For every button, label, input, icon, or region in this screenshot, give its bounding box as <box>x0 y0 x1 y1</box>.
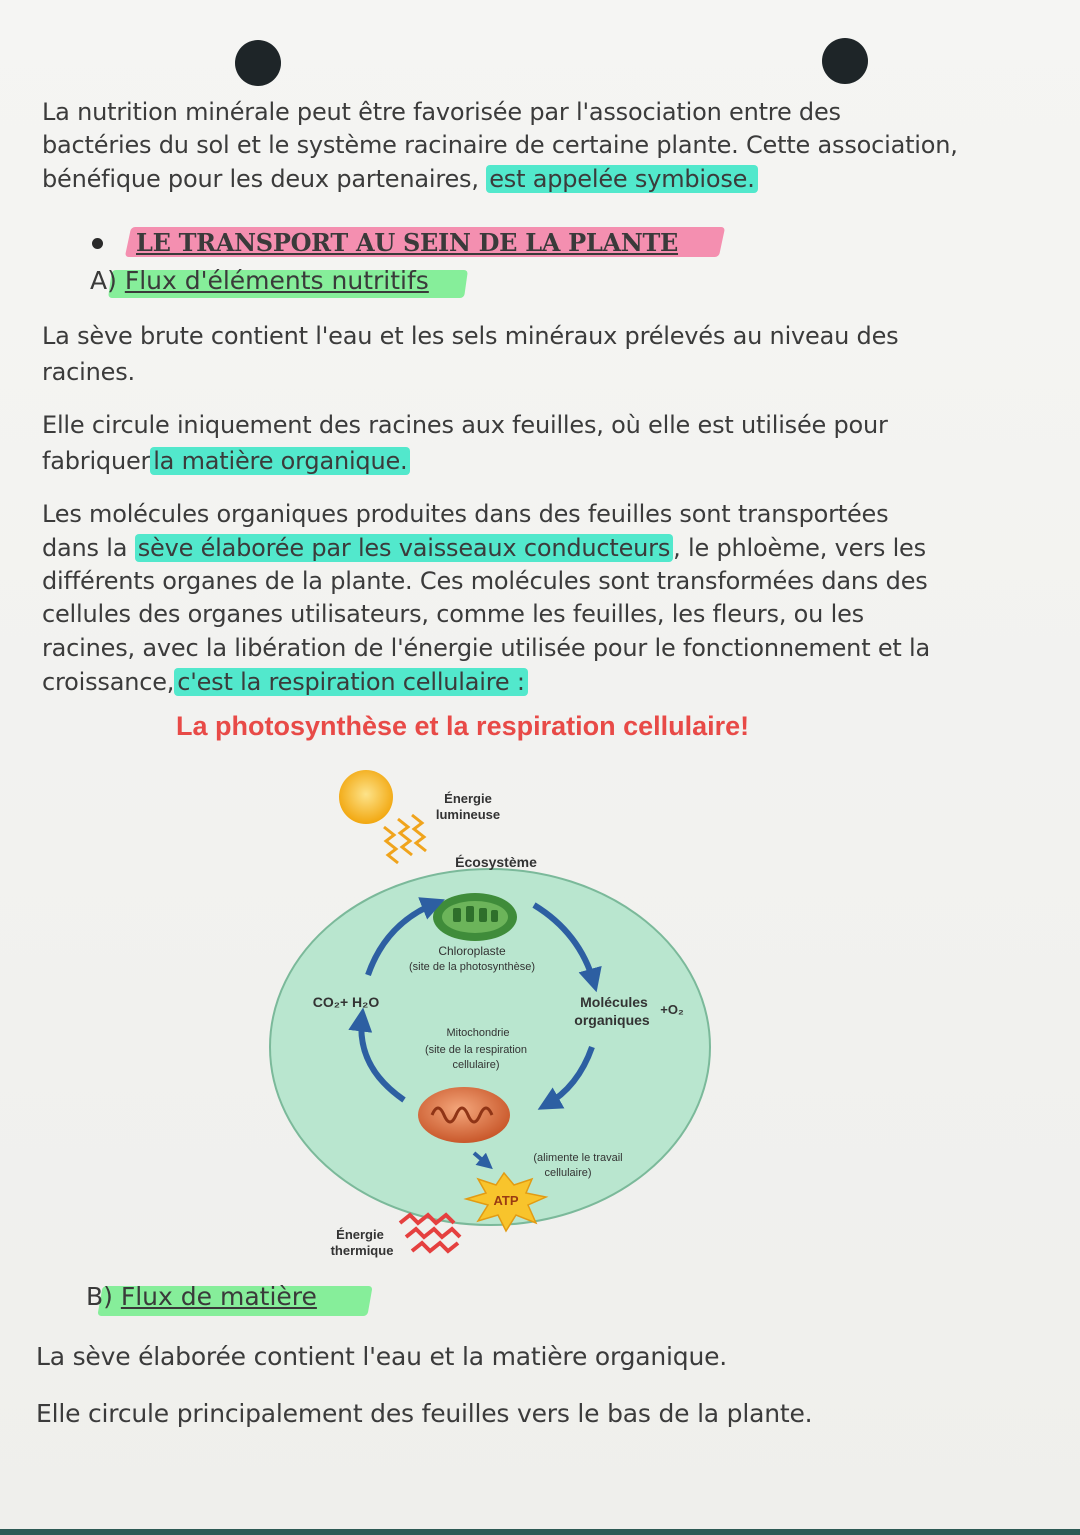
organic-molecules-label-1: Molécules <box>580 994 648 1010</box>
binder-hole-left <box>235 40 281 86</box>
atp-note-2: cellulaire) <box>544 1167 592 1179</box>
diagram-title: La photosynthèse et la respiration cellulaire! <box>176 711 750 741</box>
atp-note-1: (alimente le travail <box>533 1152 623 1164</box>
sub-a-title: Flux d'éléments nutritifs <box>124 266 429 295</box>
highlight-respiration: c'est la respiration cellulaire : <box>174 668 528 696</box>
light-waves-icon <box>384 815 426 863</box>
chloroplast-icon <box>433 893 517 941</box>
para3-line-5: racines, avec la libération de l'énergie utilisée pour le fonctionnement et la <box>42 634 931 662</box>
highlight-matiere-organique: la matière organique. <box>150 447 410 475</box>
para3-line-4: cellules des organes utilisateurs, comme les feuilles, les fleurs, ou les <box>42 600 864 628</box>
intro-line-3 <box>42 163 758 196</box>
energy-light-label-1: Énergie <box>444 791 492 806</box>
cycle-diagram <box>260 755 730 1270</box>
para3-line-6 <box>42 666 528 699</box>
ecosystem-label: Écosystème <box>455 854 537 870</box>
energy-heat-label-1: Énergie <box>336 1227 384 1242</box>
chloroplast-label-1: Chloroplaste <box>438 944 506 958</box>
sub-a-letter: A) <box>90 266 117 295</box>
para1-line-1: La sève brute contient l'eau et les sels minéraux prélevés au niveau des <box>42 322 899 350</box>
para1-line-2: racines. <box>42 358 135 386</box>
binder-hole-right <box>822 38 868 84</box>
energy-light-label-2: lumineuse <box>435 807 501 822</box>
sub-b-letter: B) <box>86 1282 113 1311</box>
sub-a-heading <box>90 266 429 295</box>
intro-line-2: bactéries du sol et le système racinaire de certaine plante. Cette association, <box>42 131 958 159</box>
para3-line-2 <box>42 532 926 565</box>
section-b-line-1: La sève élaborée contient l'eau et la matière organique. <box>36 1342 728 1371</box>
para2-line-2 <box>42 445 410 478</box>
mitochondria-label-1: Mitochondrie <box>446 1027 510 1039</box>
para2-line-1: Elle circule iniquement des racines aux feuilles, où elle est utilisée pour <box>42 411 888 439</box>
energy-heat-label-2: thermique <box>330 1243 394 1258</box>
chloroplast-label-2: (site de la photosynthèse) <box>409 961 535 973</box>
intro-line-1: La nutrition minérale peut être favorisée par l'association entre des <box>42 98 841 126</box>
mitochondria-label-3: cellulaire) <box>452 1059 500 1071</box>
mitochondrion-icon <box>418 1087 510 1143</box>
page-bottom-edge <box>0 1529 1080 1535</box>
sub-b-heading <box>86 1282 317 1311</box>
sun-icon <box>339 770 393 824</box>
section-b-line-2: Elle circule principalement des feuilles vers le bas de la plante. <box>36 1399 813 1428</box>
co2-h2o-label: CO₂+ H₂O <box>312 994 380 1010</box>
section-title: LE TRANSPORT AU SEIN DE LA PLANTE <box>136 228 679 257</box>
o2-label: +O₂ <box>660 1002 684 1017</box>
para3-line-2-pre: dans la <box>42 534 128 562</box>
sub-b-title: Flux de matière <box>120 1282 317 1311</box>
atp-label: ATP <box>493 1193 519 1208</box>
para2-line-2-text: fabriquer <box>42 447 151 475</box>
highlight-symbiose: est appelée symbiose. <box>486 165 757 193</box>
para3-line-6-pre: croissance, <box>42 668 175 696</box>
para3-line-3: différents organes de la plante. Ces molécules sont transformées dans des <box>42 567 928 595</box>
bullet-icon <box>92 238 103 249</box>
para3-line-2-post: , le phloème, vers les <box>673 534 926 562</box>
intro-line-3-text: bénéfique pour les deux partenaires, <box>42 165 487 193</box>
para3-line-1: Les molécules organiques produites dans des feuilles sont transportées <box>42 500 889 528</box>
heat-waves-icon <box>400 1215 460 1251</box>
highlight-seve-elaboree: sève élaborée par les vaisseaux conducteurs <box>135 534 673 562</box>
mitochondria-label-2: (site de la respiration <box>424 1044 528 1056</box>
organic-molecules-label-2: organiques <box>574 1012 650 1028</box>
